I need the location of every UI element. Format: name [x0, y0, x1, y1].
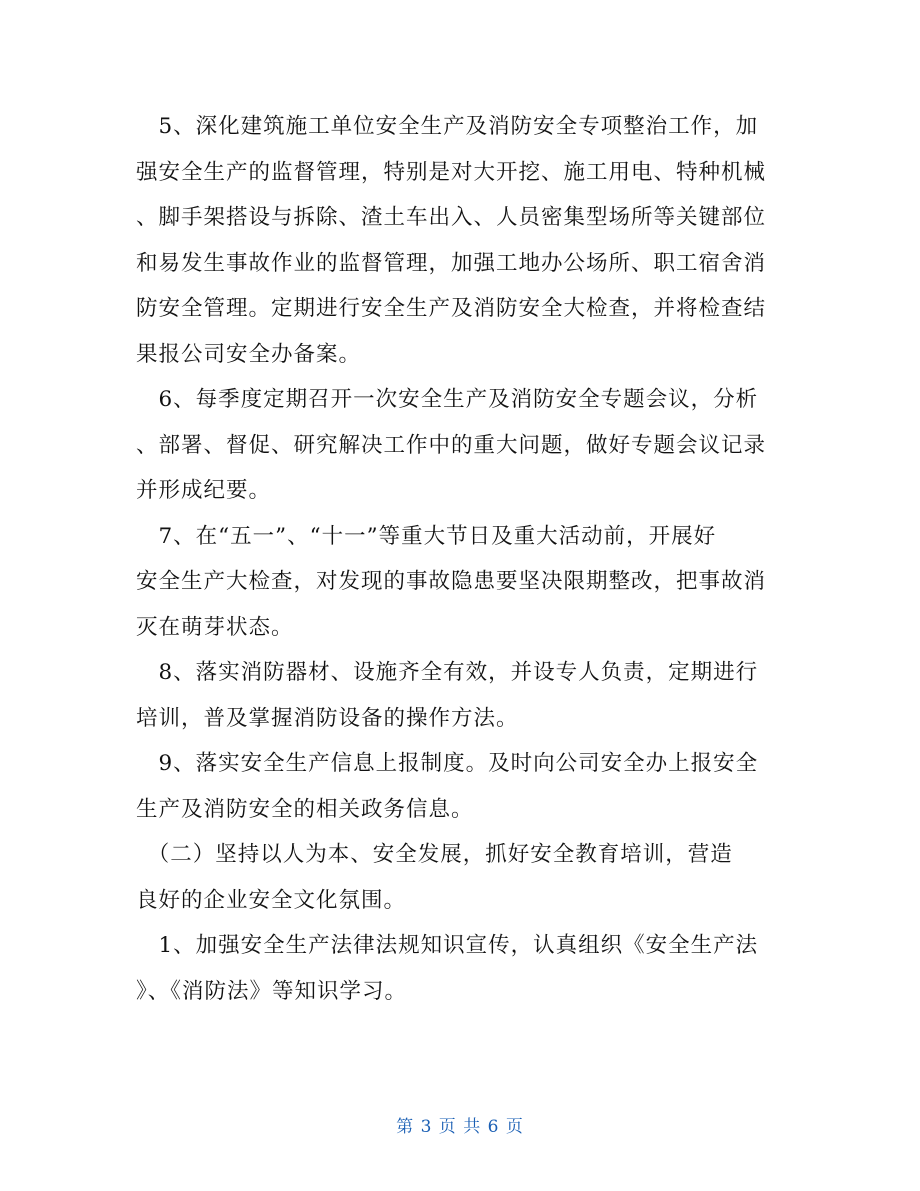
text-line: 安全生产大检查，对发现的事故隐患要坚决限期整改，把事故消 — [136, 569, 767, 594]
text-line: 6、每季度定期召开一次安全生产及消防安全专题会议，分析 — [136, 387, 759, 412]
text-line: 、部署、督促、研究解决工作中的重大问题，做好专题会议记录 — [136, 432, 767, 458]
text-line: 果报公司安全办备案。 — [136, 341, 362, 367]
text-line: 8、落实消防器材、设施齐全有效，并设专人负责，定期进行 — [136, 660, 759, 685]
page-number-footer: 第 3 页 共 6 页 — [396, 1117, 524, 1137]
text-line: 》、《消防法》等知识学习。 — [136, 978, 408, 1004]
text-line: 强安全生产的监督管理，特别是对大开挖、施工用电、特种机械 — [136, 159, 767, 185]
text-line: 防安全管理。定期进行安全生产及消防安全大检查，并将检查结 — [136, 296, 767, 321]
text-line: 1、加强安全生产法律法规知识宣传，认真组织《安全生产法 — [136, 933, 759, 958]
text-line: 和易发生事故作业的监督管理，加强工地办公场所、职工宿舍消 — [136, 250, 767, 276]
paragraph-item-8 — [136, 650, 786, 741]
text-line: 并形成纪要。 — [136, 478, 272, 503]
text-line: 9、落实安全生产信息上报制度。及时向公司安全办上报安全 — [136, 751, 759, 776]
paragraph-section-2 — [136, 832, 786, 923]
paragraph-item-6 — [136, 377, 786, 514]
text-line: 良好的企业安全文化氛围。 — [136, 887, 407, 913]
text-line: 灭在萌芽状态。 — [136, 614, 294, 640]
text-line: 培训，普及掌握消防设备的操作方法。 — [136, 705, 519, 731]
text-line: 生产及消防安全的相关政务信息。 — [136, 796, 474, 822]
paragraph-item-1 — [136, 923, 786, 1014]
paragraph-item-5 — [136, 104, 786, 377]
document-body — [136, 104, 786, 1014]
text-line: 、脚手架搭设与拆除、渣土车出入、人员密集型场所等关键部位 — [136, 205, 767, 230]
text-line: 7、在“五一”、“十一”等重大节日及重大活动前，开展好 — [136, 523, 717, 549]
paragraph-item-7 — [136, 514, 786, 651]
text-line: （二）坚持以人为本、安全发展，抓好安全教育培训，营造 — [136, 842, 733, 867]
paragraph-item-9 — [136, 741, 786, 832]
text-line: 5、深化建筑施工单位安全生产及消防安全专项整治工作，加 — [136, 114, 759, 139]
